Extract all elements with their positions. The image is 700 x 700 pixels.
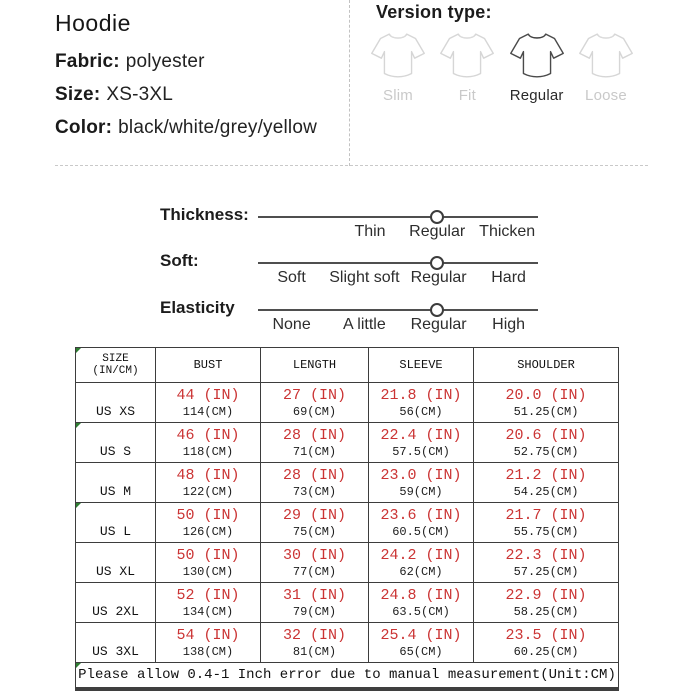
table-row: [76, 423, 619, 463]
cm-value: 77(CM): [292, 564, 337, 579]
cm-value: 126(CM): [182, 524, 234, 539]
tshirt-icon: [366, 27, 430, 85]
inch-value: 27 (IN): [282, 386, 346, 404]
product-attribute-row: [55, 51, 355, 73]
size-label-cell: US S: [76, 423, 156, 463]
tshirt-icon: [505, 27, 569, 85]
inch-value: 44 (IN): [176, 386, 240, 404]
version-option-label: Loose: [585, 87, 627, 104]
inch-value: 23.6 (IN): [380, 506, 462, 524]
product-info: [55, 10, 355, 150]
measurement-cell: [369, 503, 474, 543]
product-attribute-value: XS-3XL: [106, 84, 174, 105]
attribute-elasticity: [160, 294, 550, 340]
measurement-cell: [369, 623, 474, 663]
attribute-sliders-section: [160, 201, 550, 351]
inch-value: 21.2 (IN): [505, 466, 587, 484]
slider-knob[interactable]: [430, 210, 444, 224]
slider-knob[interactable]: [430, 303, 444, 317]
version-options: [366, 27, 638, 104]
inch-value: 20.0 (IN): [505, 386, 587, 404]
version-type-section: [366, 0, 646, 104]
inch-value: 32 (IN): [282, 626, 346, 644]
inch-value: 31 (IN): [282, 586, 346, 604]
table-footnote: Please allow 0.4-1 Inch error due to manual measurement(Unit:CM): [76, 663, 619, 690]
attribute-level-label: Regular: [410, 269, 467, 286]
version-option-regular[interactable]: [505, 27, 569, 104]
size-label-cell: US XS: [76, 383, 156, 423]
horizontal-dashed-divider: [55, 165, 648, 166]
inch-value: 28 (IN): [282, 466, 346, 484]
version-option-slim[interactable]: [366, 27, 430, 104]
measurement-cell: [369, 423, 474, 463]
table-row: [76, 543, 619, 583]
measurement-cell: [474, 543, 619, 583]
cm-value: 134(CM): [182, 604, 234, 619]
version-type-heading: Version type:: [376, 2, 492, 22]
size-chart-section: [75, 347, 619, 691]
measurement-cell: [156, 463, 261, 503]
cm-value: 54.25(CM): [513, 484, 579, 499]
measurement-cell: [474, 383, 619, 423]
product-attribute-label: Fabric:: [55, 51, 120, 72]
version-option-loose[interactable]: [574, 27, 638, 104]
inch-value: 22.4 (IN): [380, 426, 462, 444]
inch-value: 48 (IN): [176, 466, 240, 484]
attribute-soft: [160, 247, 550, 293]
cm-value: 81(CM): [292, 644, 337, 659]
inch-value: 24.2 (IN): [380, 546, 462, 564]
cm-value: 63.5(CM): [392, 604, 450, 619]
inch-value: 28 (IN): [282, 426, 346, 444]
cm-value: 51.25(CM): [513, 404, 579, 419]
vertical-dashed-divider: [349, 0, 350, 166]
inch-value: 21.8 (IN): [380, 386, 462, 404]
measurement-cell: [261, 463, 369, 503]
column-header-sleeve: SLEEVE: [369, 348, 474, 383]
measurement-cell: [156, 543, 261, 583]
inch-value: 52 (IN): [176, 586, 240, 604]
column-header-length: LENGTH: [261, 348, 369, 383]
measurement-cell: [261, 423, 369, 463]
slider-knob[interactable]: [430, 256, 444, 270]
measurement-cell: [474, 583, 619, 623]
attribute-level-label: Soft: [277, 269, 306, 286]
attribute-slider-track[interactable]: [258, 262, 538, 264]
inch-value: 30 (IN): [282, 546, 346, 564]
cm-value: 57.25(CM): [513, 564, 579, 579]
cm-value: 55.75(CM): [513, 524, 579, 539]
measurement-cell: [156, 583, 261, 623]
inch-value: 22.3 (IN): [505, 546, 587, 564]
measurement-cell: [156, 503, 261, 543]
measurement-cell: [261, 383, 369, 423]
measurement-cell: [261, 583, 369, 623]
cm-value: 60.25(CM): [513, 644, 579, 659]
table-row: [76, 463, 619, 503]
attribute-level-labels: [258, 223, 538, 245]
inch-value: 20.6 (IN): [505, 426, 587, 444]
attribute-level-labels: [258, 269, 538, 291]
attribute-thickness: [160, 201, 550, 247]
cm-value: 52.75(CM): [513, 444, 579, 459]
measurement-cell: [474, 463, 619, 503]
table-row: [76, 623, 619, 663]
cm-value: 56(CM): [399, 404, 443, 419]
measurement-cell: [261, 543, 369, 583]
cm-value: 59(CM): [399, 484, 443, 499]
cm-value: 79(CM): [292, 604, 337, 619]
measurement-cell: [474, 503, 619, 543]
attribute-level-label: Regular: [410, 316, 467, 333]
measurement-cell: [261, 503, 369, 543]
size-label-cell: US M: [76, 463, 156, 503]
column-header-size: SIZE (IN/CM): [76, 348, 156, 383]
size-label-cell: US 3XL: [76, 623, 156, 663]
attribute-slider-track[interactable]: [258, 309, 538, 311]
attribute-level-label: A little: [343, 316, 386, 333]
cm-value: 114(CM): [182, 404, 234, 419]
measurement-cell: [369, 583, 474, 623]
measurement-cell: [156, 623, 261, 663]
product-attribute-label: Size:: [55, 84, 101, 105]
attribute-level-labels: [258, 316, 538, 338]
product-attribute-row: [55, 117, 355, 139]
product-title: Hoodie: [55, 10, 131, 36]
inch-value: 50 (IN): [176, 546, 240, 564]
attribute-level-label: Regular: [409, 223, 466, 240]
size-chart-table: [75, 347, 619, 691]
measurement-cell: [156, 423, 261, 463]
inch-value: 50 (IN): [176, 506, 240, 524]
attribute-level-label: Thicken: [479, 223, 536, 240]
attribute-level-label: Hard: [491, 269, 526, 286]
size-label-cell: US L: [76, 503, 156, 543]
cm-value: 65(CM): [399, 644, 443, 659]
cm-value: 62(CM): [399, 564, 443, 579]
table-header-row: [76, 348, 619, 383]
cm-value: 58.25(CM): [513, 604, 579, 619]
measurement-cell: [474, 623, 619, 663]
version-option-label: Fit: [458, 87, 476, 104]
inch-value: 25.4 (IN): [380, 626, 462, 644]
table-row: [76, 503, 619, 543]
attribute-name: Soft:: [160, 251, 199, 270]
attribute-level-label: None: [272, 316, 311, 333]
attribute-name: Elasticity: [160, 298, 235, 317]
size-label-cell: US 2XL: [76, 583, 156, 623]
cm-value: 118(CM): [182, 444, 234, 459]
inch-value: 22.9 (IN): [505, 586, 587, 604]
inch-value: 23.0 (IN): [380, 466, 462, 484]
measurement-cell: [474, 423, 619, 463]
inch-value: 21.7 (IN): [505, 506, 587, 524]
table-footnote-row: [76, 663, 619, 690]
version-option-label: Regular: [509, 87, 564, 104]
version-option-fit[interactable]: [435, 27, 499, 104]
cm-value: 130(CM): [182, 564, 234, 579]
measurement-cell: [369, 463, 474, 503]
product-attribute-value: polyester: [125, 51, 205, 72]
inch-value: 54 (IN): [176, 626, 240, 644]
product-attribute-label: Color:: [55, 117, 113, 138]
column-header-shoulder: SHOULDER: [474, 348, 619, 383]
cm-value: 71(CM): [292, 444, 337, 459]
tshirt-icon: [574, 27, 638, 85]
cm-value: 73(CM): [292, 484, 337, 499]
cm-value: 75(CM): [292, 524, 337, 539]
cm-value: 122(CM): [182, 484, 234, 499]
inch-value: 24.8 (IN): [380, 586, 462, 604]
measurement-cell: [156, 383, 261, 423]
product-attribute-list: [55, 51, 355, 139]
version-option-label: Slim: [383, 87, 413, 104]
attribute-name: Thickness:: [160, 205, 249, 224]
inch-value: 23.5 (IN): [505, 626, 587, 644]
column-header-bust: BUST: [156, 348, 261, 383]
product-attribute-row: [55, 84, 355, 106]
attribute-level-label: Slight soft: [329, 269, 400, 286]
cm-value: 69(CM): [292, 404, 337, 419]
inch-value: 29 (IN): [282, 506, 346, 524]
product-attribute-value: black/white/grey/yellow: [118, 117, 318, 138]
cm-value: 57.5(CM): [392, 444, 450, 459]
inch-value: 46 (IN): [176, 426, 240, 444]
tshirt-icon: [435, 27, 499, 85]
measurement-cell: [369, 383, 474, 423]
cm-value: 138(CM): [182, 644, 234, 659]
size-label-cell: US XL: [76, 543, 156, 583]
table-row: [76, 583, 619, 623]
measurement-cell: [369, 543, 474, 583]
attribute-slider-track[interactable]: [258, 216, 538, 218]
table-row: [76, 383, 619, 423]
cm-value: 60.5(CM): [392, 524, 450, 539]
measurement-cell: [261, 623, 369, 663]
attribute-level-label: High: [492, 316, 526, 333]
attribute-level-label: Thin: [354, 223, 386, 240]
